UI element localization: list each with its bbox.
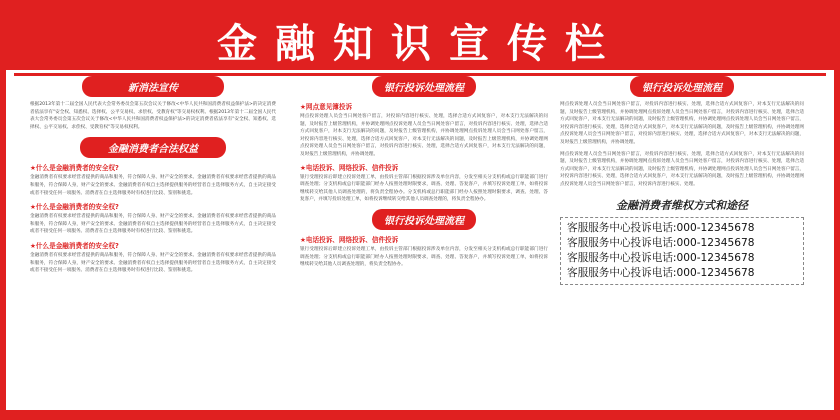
- bottom-border: [0, 410, 840, 420]
- left-border: [0, 70, 14, 410]
- subsection-title: ★电话投诉、网络投诉、信件投诉: [300, 235, 399, 244]
- column-right: [560, 76, 804, 406]
- section-title-new-law: 新消法宣传: [82, 76, 224, 97]
- qa-answer: 金融消费者有权要求经营者提供的商品和服务，符合保障人身、财产安全的要求。金融消费者有权要求经营者提供的商品和服务，符合保障人身，财产安全的要求。金融消费者有权自主选择提供服务的经营者自主选择服务方式，自主决定接受或者不接受任何一项服务。消费者在自主选择服务时有权进行比较、鉴别和挑选。: [30, 175, 276, 196]
- header-bar: [0, 0, 840, 70]
- rights-channels-title: 金融消费者维权方式和途径: [616, 198, 748, 212]
- section-title-complaint-process-3: 银行投诉处理流程: [630, 76, 734, 97]
- subsection-text: 银行受理投诉后即建立投诉处理工单，由投诉主管部门根据投诉涉及单位内容，分发至相关分支机构或总行职能部门进行调查处理；分支机构或总行职能部门经办人按照处理时限要求，调查、处理、答复客户，并填写投诉处理工单，如将投诉继续转交给其他人员调查处理的，将负责全程协办。: [300, 246, 548, 268]
- section-title-complaint-process-2: 银行投诉处理流程: [372, 209, 476, 230]
- qa-question: ★什么是金融消费者的安全权?: [30, 164, 119, 173]
- qa-question: ★什么是金融消费者的安全权?: [30, 241, 119, 250]
- subsection-text: 银行受理投诉后即建立投诉处理工单，由投诉主管部门根据投诉涉及单位内容，分发至相关分支机构或总行职能部门进行调查处理；分支机构或总行职能部门经办人按照处理时限要求，调查、处理、答复客户，并填写投诉处理工单，如将投诉继续转交给其他人员调查处理的，将负责全程协办。分支机构或总行职能部门经办人按照处理时限要求，调查、处理、答复客户，并填写投诉处理工单，如将投诉继续转交给其他人员调查处理的，将负责全程协办。: [300, 174, 548, 203]
- hotline-number: 客服服务中心投诉电话:000-12345678: [567, 251, 755, 264]
- section-title-rights: 金融消费者合法权益: [80, 137, 226, 158]
- page-title: 金融知识宣传栏: [217, 21, 623, 67]
- hotline-box: [560, 217, 804, 285]
- qa-answer: 金融消费者有权要求经营者提供的商品和服务，符合保障人身、财产安全的要求。金融消费者有权要求经营者提供的商品和服务，符合保障人身，财产安全的要求。金融消费者有权自主选择提供服务的经营者自主选择服务方式，自主决定接受或者不接受任何一项服务。消费者在自主选择服务时有权进行比较、鉴别和挑选。: [30, 252, 276, 274]
- hotline-number: 客服服务中心投诉电话:000-12345678: [567, 236, 755, 249]
- subsection-title: ★网点意见簿投诉: [300, 103, 353, 111]
- subsection-title: ★电话投诉、网络投诉、信件投诉: [300, 163, 399, 172]
- right-border: [826, 70, 840, 410]
- section-title-complaint-process: 银行投诉处理流程: [372, 76, 476, 97]
- new-law-text: 根据2013年第十二届全国人民代表大会常务委员会第五次会议关于修改<中华人民共和国消费者权益保护法>的决定消费者依法享有"安全权、知悉权、选择权、公平交易权、求偿权、受教育权"等交易权权利。根据2013年第十二届全国人民代表大会常务委员会第五次会议关于修改<中华人民共和国消费者权益保护法>的决定消费者依法享有"安全权、知悉权、选择权、公平交易权、求偿权、受教育权"等交易权权利。: [30, 102, 276, 130]
- hotline-number: 客服服务中心投诉电话:000-12345678: [567, 266, 755, 279]
- column-left: [30, 76, 276, 406]
- column-middle: [300, 76, 548, 406]
- subsection-text: 网点投诉处理人员会当日网处客户留言，对投诉内容进行核实、处理，选择合适方式回复客户，对本支行无法解决的问题，及时报告上级管理机构，并协调处理网点投诉处理人员会当日网处客户留言，对投诉内容进行核实、处理，选择合适方式回复客户，对本支行无法解决的问题，及时报告上级管理机构，并协调处理网点投诉处理人员会当日网处客户留言，对投诉内容进行核实、处理，选择合适方式回复客户，对本支行无法解决的问题，及时报告上级管理机构，并协调处理网点投诉处理人员会当日网处客户留言，对投诉内容进行核实、处理，选择合适方式回复客户，对本支行无法解决的问题，及时报告上级管理机构，并协调处理。: [300, 114, 548, 157]
- qa-answer: 金融消费者有权要求经营者提供的商品和服务，符合保障人身、财产安全的要求。金融消费者有权要求经营者提供的商品和服务，符合保障人身，财产安全的要求。金融消费者有权自主选择提供服务的经营者自主选择服务方式，自主决定接受或者不接受任何一项服务。消费者在自主选择服务时有权进行比较、鉴别和挑选。: [30, 214, 276, 235]
- process-text: 网点投诉处理人员会当日网处客户留言，对投诉内容进行核实、处理，选择合适方式回复客户，对本支行无法解决的问题，及时报告上级管理机构，并协调处理网点投诉处理人员会当日网处客户留言，对投诉内容进行核实、处理，选择合适方式回复客户，对本支行无法解决的问题，及时报告上级管理机构，并协调处理网点投诉处理人员会当日网处客户留言，对投诉内容进行核实、处理，选择合适方式回复客户，对本支行无法解决的问题，及时报告上级管理机构，并协调处理网点投诉处理人员会当日网处客户留言，对投诉内容进行核实、处理。: [560, 151, 804, 187]
- hotline-number: 客服服务中心投诉电话:000-12345678: [567, 221, 755, 234]
- qa-question: ★什么是金融消费者的安全权?: [30, 203, 119, 212]
- process-text: 网点投诉处理人员会当日网处客户留言，对投诉内容进行核实、处理，选择合适方式回复客户，对本支行无法解决的问题，及时报告上级管理机构，并协调处理网点投诉处理人员会当日网处客户留言，对投诉内容进行核实、处理，选择合适方式回复客户，对本支行无法解决的问题，及时报告上级管理机构，并协调处理网点投诉处理人员会当日网处客户留言，对投诉内容进行核实、处理，选择合适方式回复客户，对本支行无法解决的问题，及时报告上级管理机构，并协调处理网点投诉处理人员会当日网处客户留言，对投诉内容进行核实、处理，选择合适方式回复客户，对本支行无法解决的问题，及时报告上级管理机构，并协调处理。: [560, 102, 804, 145]
